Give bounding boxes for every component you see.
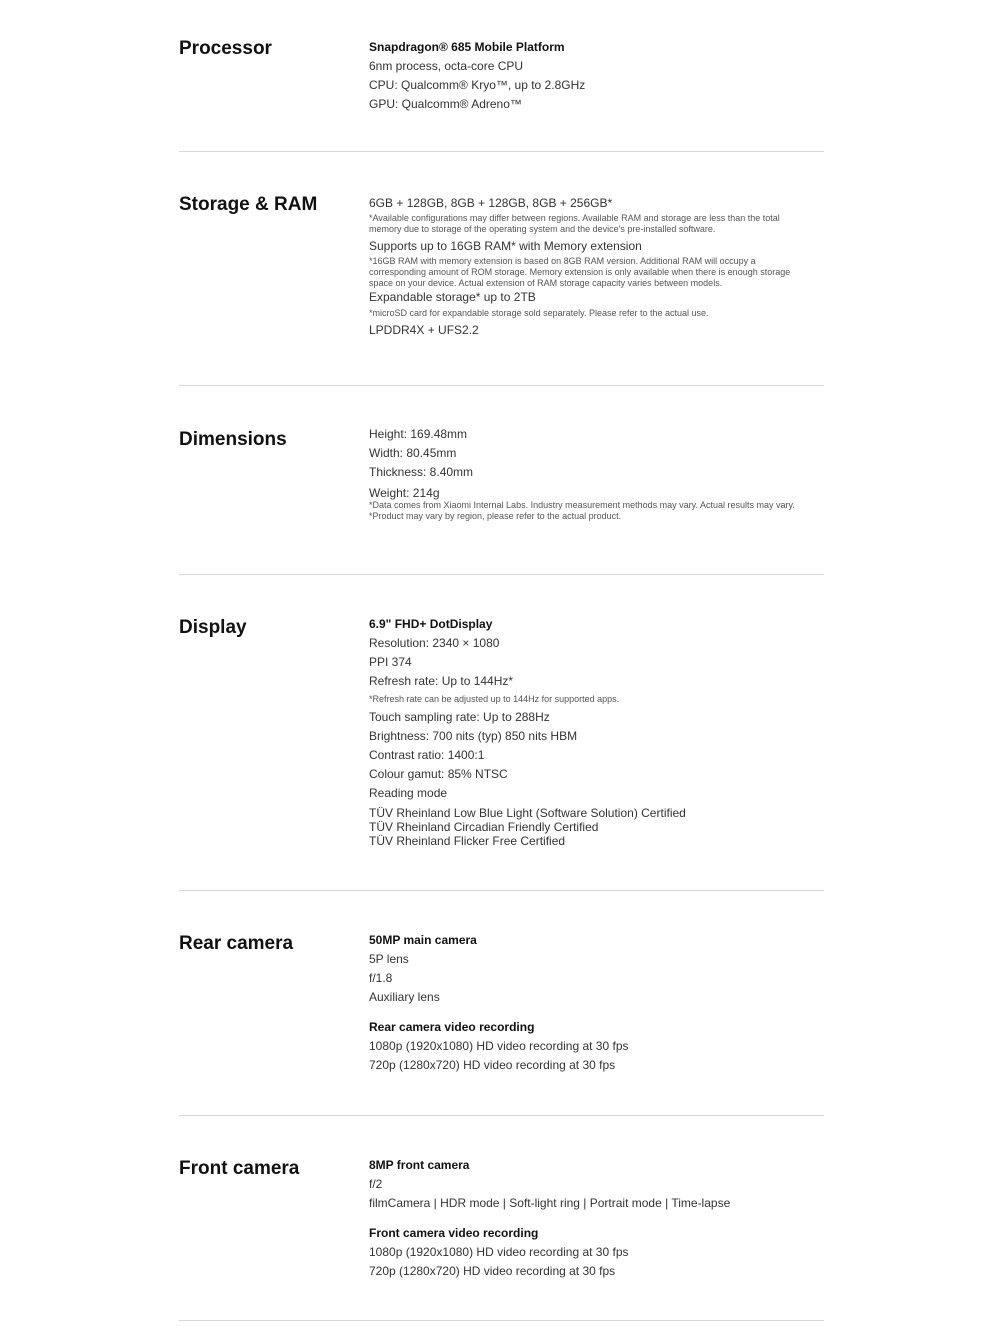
processor-title: Processor bbox=[179, 38, 272, 59]
display-resolution: Resolution: 2340 × 1080 bbox=[369, 636, 500, 650]
display-cert-circadian: TÜV Rheinland Circadian Friendly Certified bbox=[369, 820, 599, 834]
front-camera-aperture: f/2 bbox=[369, 1177, 383, 1191]
display-title: Display bbox=[179, 617, 247, 638]
rear-camera-video-1080p: 1080p (1920x1080) HD video recording at 30 fps bbox=[369, 1039, 629, 1053]
front-camera-features: filmCamera | HDR mode | Soft-light ring | Portrait mode | Time-lapse bbox=[369, 1196, 731, 1210]
display-specs bbox=[369, 615, 809, 848]
front-camera-specs bbox=[369, 1156, 809, 1281]
divider bbox=[179, 151, 824, 152]
dimensions-weight: Weight: 214g bbox=[369, 486, 440, 500]
front-camera-title: Front camera bbox=[179, 1158, 300, 1179]
processor-gpu: GPU: Qualcomm® Adreno™ bbox=[369, 97, 522, 111]
display-refresh-note: *Refresh rate can be adjusted up to 144Hz for supported apps. bbox=[369, 694, 620, 704]
front-camera-main: 8MP front camera bbox=[369, 1158, 470, 1172]
storage-type: LPDDR4X + UFS2.2 bbox=[369, 323, 479, 337]
storage-expandable-note: *microSD card for expandable storage sold separately. Please refer to the actual use. bbox=[369, 308, 709, 318]
dimensions-thickness: Thickness: 8.40mm bbox=[369, 465, 474, 479]
display-refresh-rate: Refresh rate: Up to 144Hz* bbox=[369, 674, 514, 688]
front-camera-video-title: Front camera video recording bbox=[369, 1226, 539, 1240]
rear-camera-aperture: f/1.8 bbox=[369, 971, 393, 985]
storage-title: Storage & RAM bbox=[179, 194, 318, 215]
front-camera-video-1080p: 1080p (1920x1080) HD video recording at 30 fps bbox=[369, 1245, 629, 1259]
rear-camera-video-title: Rear camera video recording bbox=[369, 1020, 535, 1034]
storage-ram-extension-note: *16GB RAM with memory extension is based on 8GB RAM version. Additional RAM will occupy a corresponding amount of ROM storage. Memory extension is only available when there is enough storage space on your device. Actual extension of RAM storage capacity varies between models. bbox=[369, 256, 791, 288]
storage-specs bbox=[369, 194, 809, 340]
divider bbox=[179, 385, 824, 386]
rear-camera-main: 50MP main camera bbox=[369, 933, 477, 947]
rear-camera-video-720p: 720p (1280x720) HD video recording at 30 fps bbox=[369, 1058, 616, 1072]
dimensions-note-region: *Product may vary by region, please refer to the actual product. bbox=[369, 511, 622, 521]
divider bbox=[179, 1115, 824, 1116]
display-cert-low-blue-light: TÜV Rheinland Low Blue Light (Software Solution) Certified bbox=[369, 806, 686, 820]
divider bbox=[179, 1320, 824, 1321]
dimensions-width: Width: 80.45mm bbox=[369, 446, 457, 460]
display-contrast: Contrast ratio: 1400:1 bbox=[369, 748, 485, 762]
display-brightness: Brightness: 700 nits (typ) 850 nits HBM bbox=[369, 729, 578, 743]
front-camera-video-720p: 720p (1280x720) HD video recording at 30 fps bbox=[369, 1264, 616, 1278]
processor-cpu: CPU: Qualcomm® Kryo™, up to 2.8GHz bbox=[369, 78, 586, 92]
dimensions-specs bbox=[369, 425, 809, 522]
display-ppi: PPI 374 bbox=[369, 655, 412, 669]
storage-ram-extension: Supports up to 16GB RAM* with Memory extension bbox=[369, 239, 642, 253]
rear-camera-auxiliary: Auxiliary lens bbox=[369, 990, 440, 1004]
dimensions-title: Dimensions bbox=[179, 429, 287, 450]
divider bbox=[179, 890, 824, 891]
divider bbox=[179, 574, 824, 575]
display-headline: 6.9" FHD+ DotDisplay bbox=[369, 617, 493, 631]
rear-camera-specs bbox=[369, 931, 809, 1075]
storage-expandable: Expandable storage* up to 2TB bbox=[369, 290, 536, 304]
storage-configs-note: *Available configurations may differ between regions. Available RAM and storage are less than the total memory due to storage of the operating system and the device's pre-installed software. bbox=[369, 213, 780, 234]
processor-specs bbox=[369, 38, 809, 114]
display-touch-sampling: Touch sampling rate: Up to 288Hz bbox=[369, 710, 550, 724]
processor-chip: Snapdragon® 685 Mobile Platform bbox=[369, 40, 565, 54]
rear-camera-title: Rear camera bbox=[179, 933, 294, 954]
display-cert-flicker-free: TÜV Rheinland Flicker Free Certified bbox=[369, 834, 566, 848]
processor-process: 6nm process, octa-core CPU bbox=[369, 59, 524, 73]
rear-camera-lens: 5P lens bbox=[369, 952, 409, 966]
display-gamut: Colour gamut: 85% NTSC bbox=[369, 767, 508, 781]
storage-configs: 6GB + 128GB, 8GB + 128GB, 8GB + 256GB* bbox=[369, 196, 613, 210]
dimensions-note-data: *Data comes from Xiaomi Internal Labs. Industry measurement methods may vary. Actual results may vary. bbox=[369, 500, 795, 510]
dimensions-height: Height: 169.48mm bbox=[369, 427, 468, 441]
display-reading-mode: Reading mode bbox=[369, 786, 448, 800]
